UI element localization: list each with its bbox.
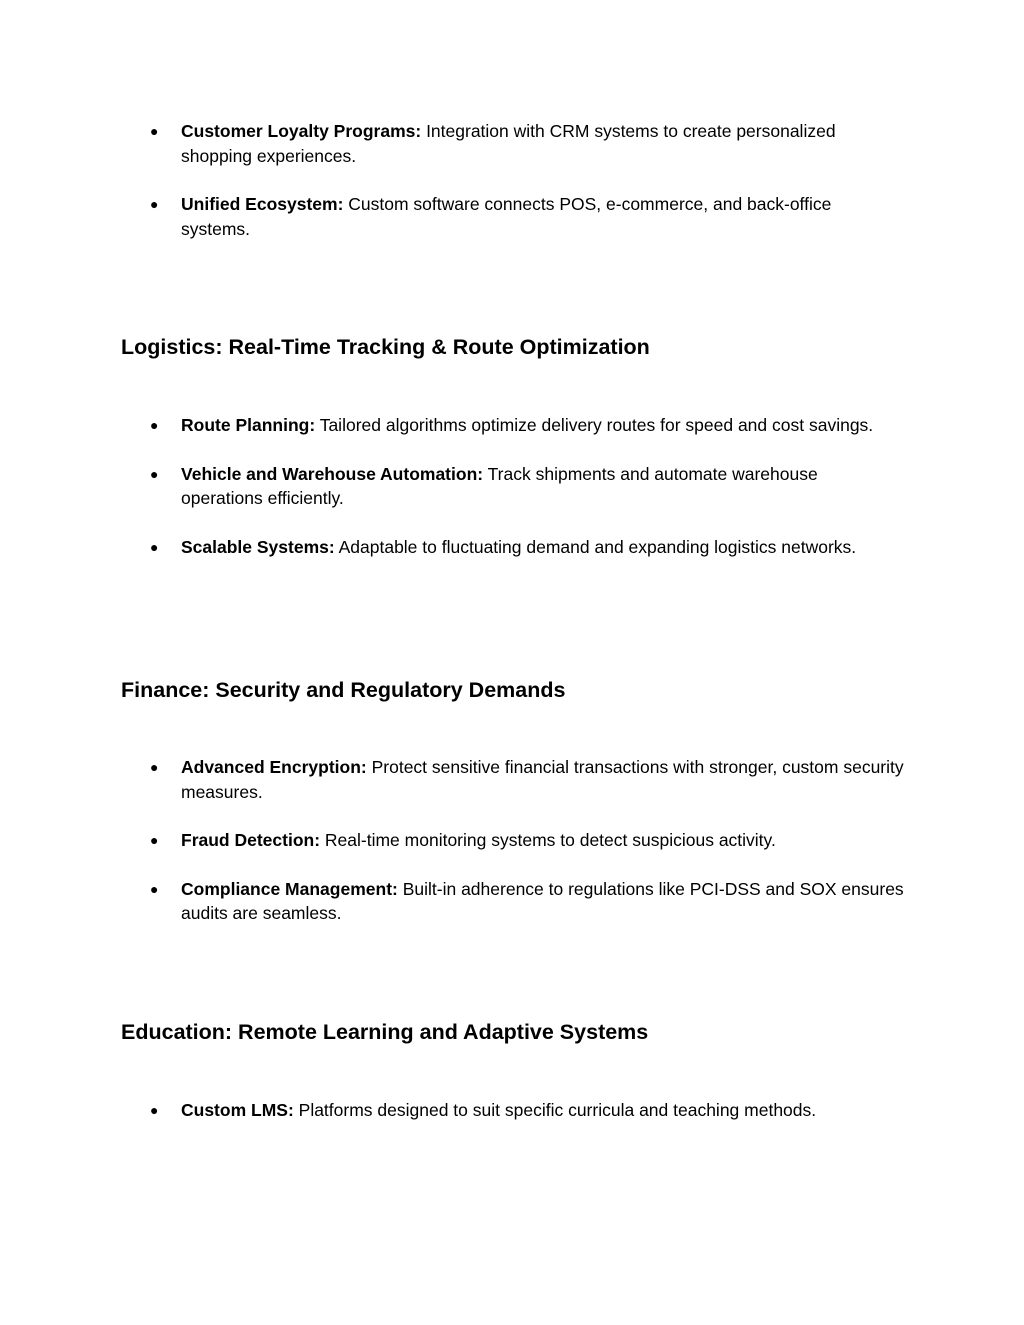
bullet-icon: ● bbox=[150, 196, 159, 212]
item-term: Unified Ecosystem: bbox=[181, 194, 344, 214]
logistics-bullet-list bbox=[0, 413, 1024, 559]
list-item bbox=[0, 755, 1024, 804]
bullet-icon: ● bbox=[150, 417, 159, 433]
section-heading-education: Education: Remote Learning and Adaptive Systems bbox=[121, 1020, 649, 1044]
item-text: Protect sensitive financial transactions with stronger, custom security measures. bbox=[181, 757, 904, 802]
item-term: Vehicle and Warehouse Automation: bbox=[181, 463, 484, 484]
item-term: Advanced Encryption: bbox=[181, 757, 367, 777]
section-heading-logistics: Logistics: Real-Time Tracking & Route Optimization bbox=[121, 335, 650, 359]
bullet-icon: ● bbox=[150, 123, 159, 139]
item-text: Adaptable to fluctuating demand and expanding logistics networks. bbox=[334, 536, 857, 557]
item-text: Built-in adherence to regulations like PCI-DSS and SOX ensures audits are seamless. bbox=[181, 878, 904, 923]
bullet-icon: ● bbox=[150, 538, 159, 555]
item-term: Scalable Systems: bbox=[181, 536, 335, 557]
list-item bbox=[0, 535, 1024, 560]
item-text: Tailored algorithms optimize delivery routes for speed and cost savings. bbox=[315, 415, 874, 435]
bullet-icon: ● bbox=[150, 1102, 159, 1118]
list-item bbox=[0, 413, 1024, 438]
education-bullet-list bbox=[0, 1098, 1024, 1123]
section-heading-finance: Finance: Security and Regulatory Demands bbox=[121, 678, 566, 702]
list-item bbox=[0, 1098, 1024, 1123]
item-text: Track shipments and automate warehouse operations efficiently. bbox=[181, 463, 818, 508]
item-term: Custom LMS: bbox=[181, 1100, 294, 1120]
bullet-icon: ● bbox=[150, 832, 159, 848]
bullet-icon: ● bbox=[150, 759, 159, 775]
item-term: Route Planning: bbox=[181, 415, 316, 435]
intro-bullet-list bbox=[0, 119, 1024, 241]
list-item bbox=[0, 828, 1024, 853]
item-term: Customer Loyalty Programs: bbox=[181, 121, 422, 141]
bullet-icon: ● bbox=[150, 465, 159, 482]
item-text: Real-time monitoring systems to detect suspicious activity. bbox=[320, 830, 776, 850]
item-text: Platforms designed to suit specific curricula and teaching methods. bbox=[293, 1100, 817, 1120]
item-term: Fraud Detection: bbox=[181, 830, 321, 850]
list-item bbox=[0, 119, 1024, 168]
item-text: Custom software connects POS, e-commerce, and back-office systems. bbox=[181, 194, 832, 239]
list-item bbox=[0, 877, 1024, 926]
item-text: Integration with CRM systems to create personalized shopping experiences. bbox=[181, 121, 836, 166]
bullet-icon: ● bbox=[150, 880, 159, 897]
list-item bbox=[0, 462, 1024, 511]
item-term: Compliance Management: bbox=[181, 878, 398, 899]
finance-bullet-list bbox=[0, 755, 1024, 926]
list-item bbox=[0, 192, 1024, 241]
